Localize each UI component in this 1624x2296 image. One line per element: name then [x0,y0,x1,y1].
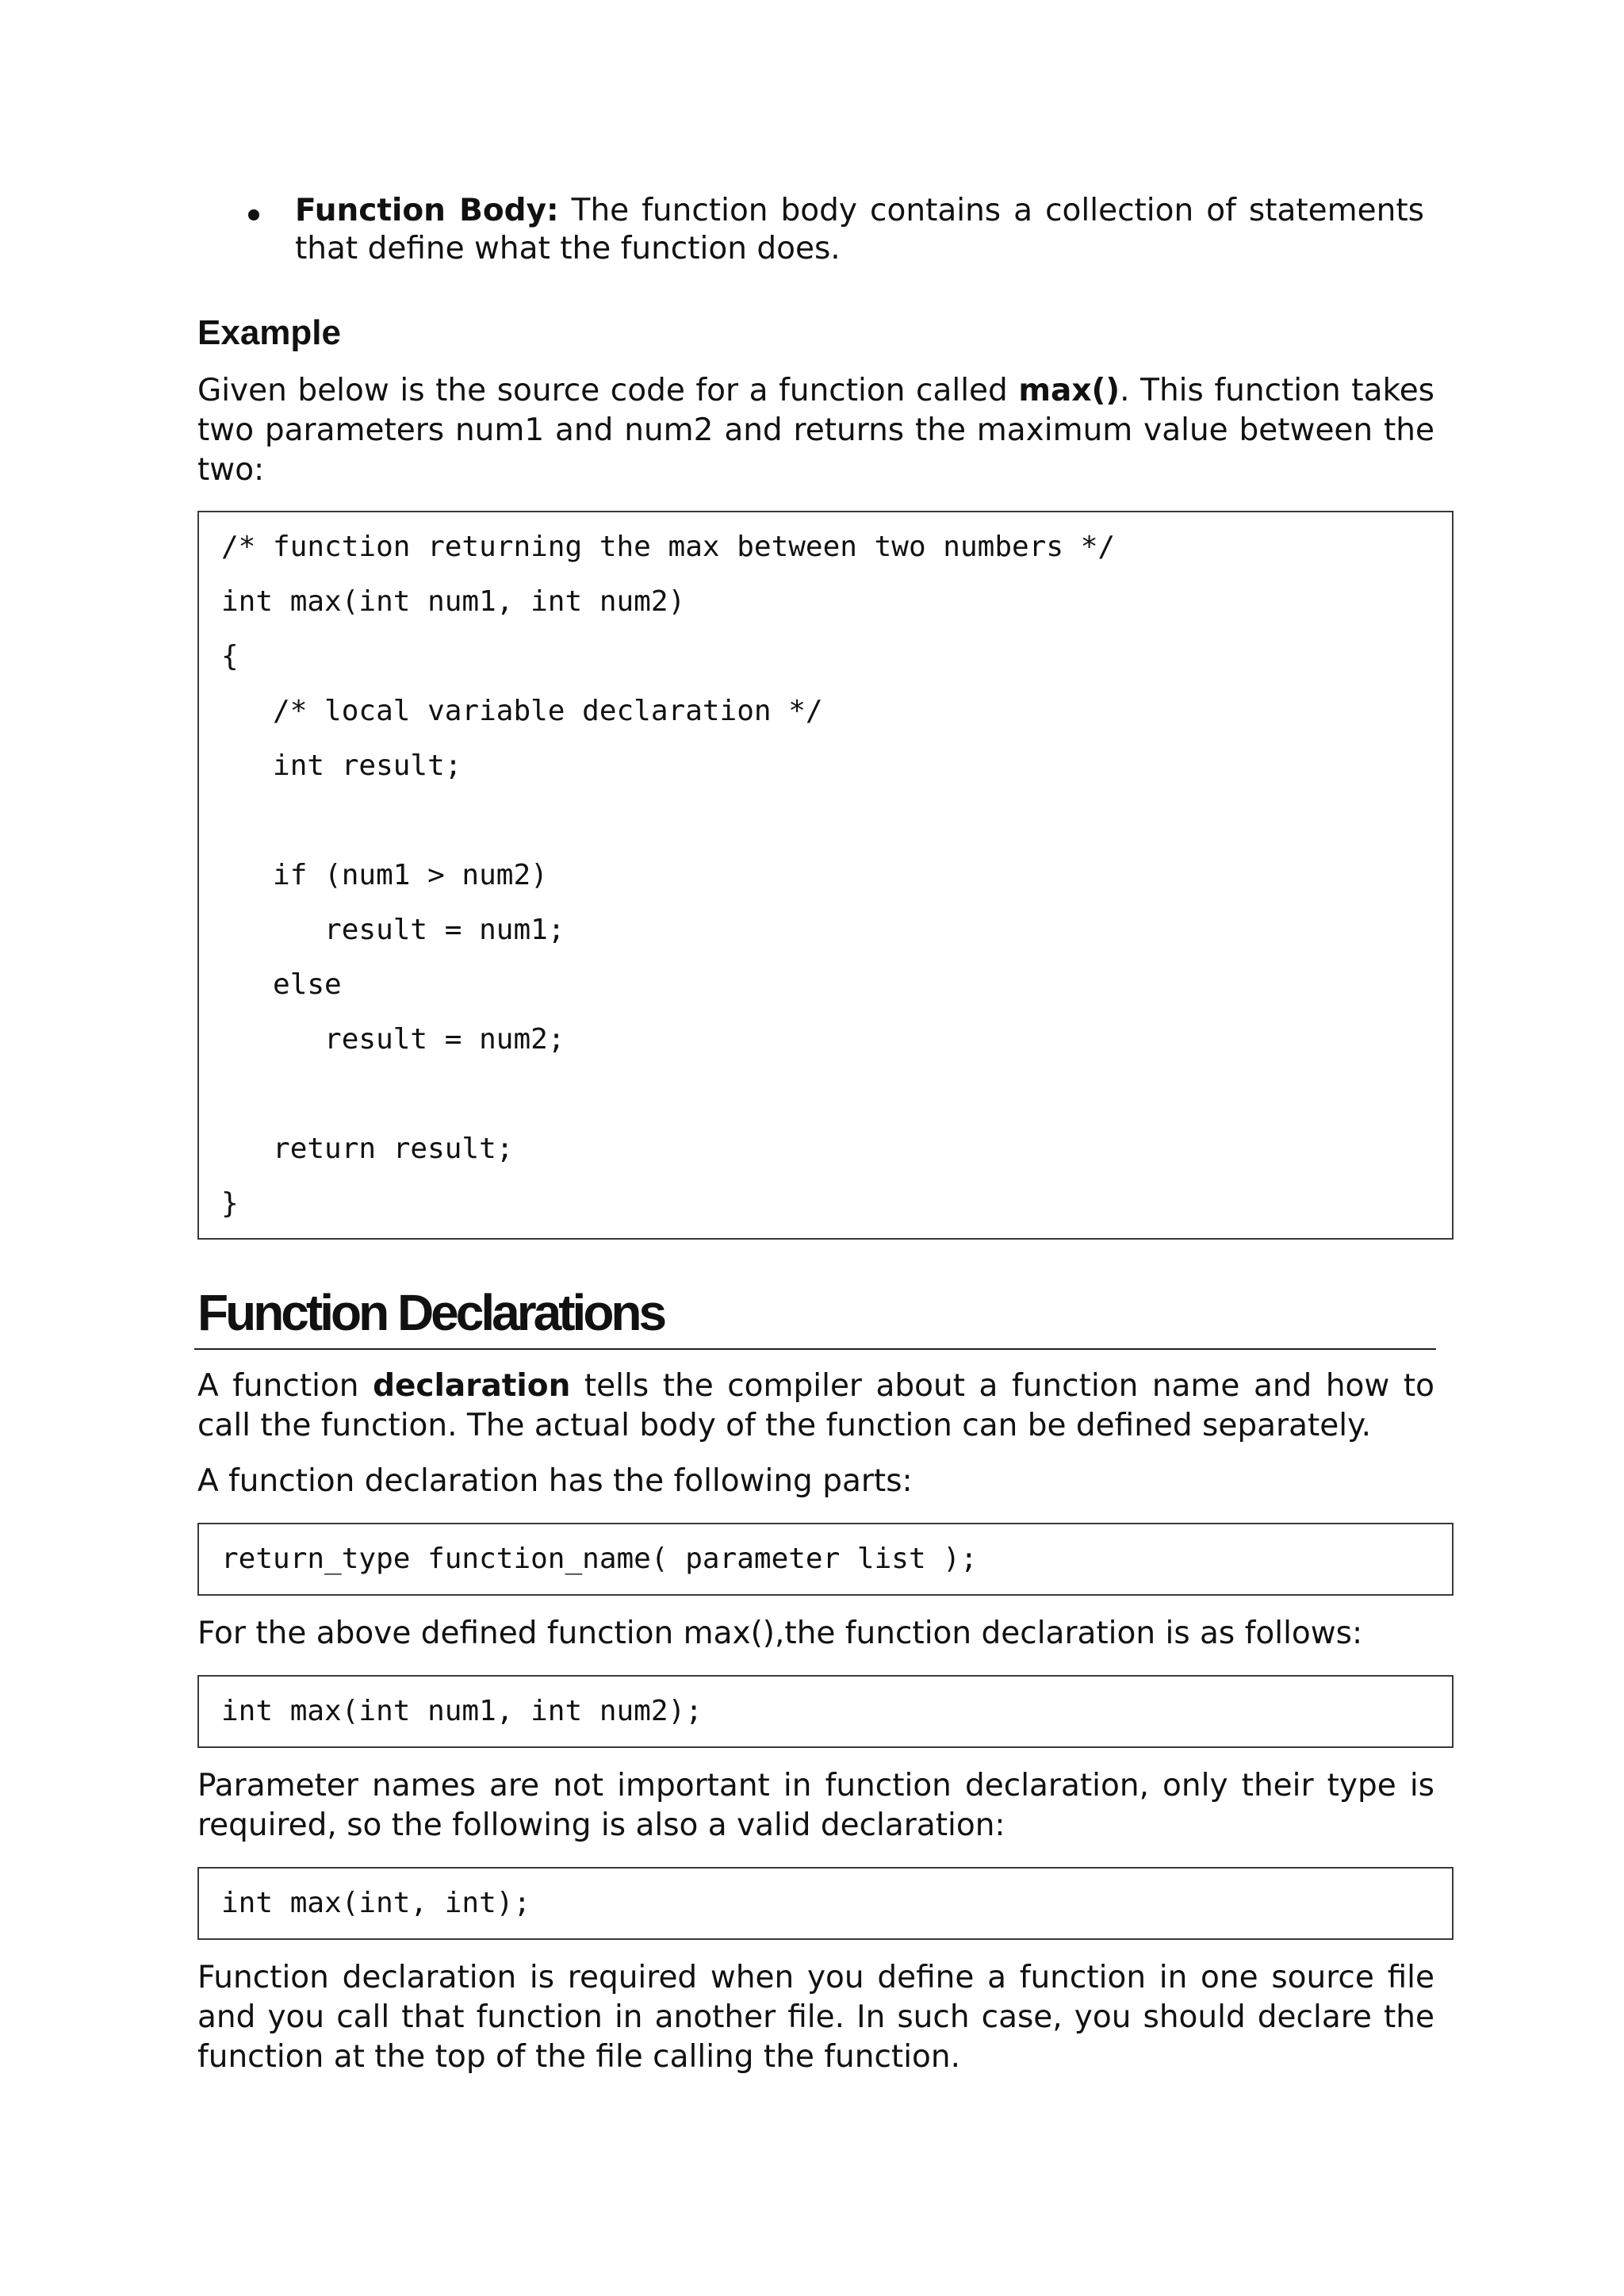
code-line: int max(int, int); [221,1887,531,1919]
example-intro-before: Given below is the source code for a function called [197,373,1019,408]
code-line: { [221,640,239,673]
function-declarations-heading: Function Declarations [197,1284,665,1341]
bullet-dot-icon [248,209,259,220]
example-intro-after: . This function takes two parameters num1 and num2 and returns the maximum value between the two: [197,373,1435,488]
type-only-declaration-code-block [197,1867,1454,1940]
code-line: result = num2; [221,1023,565,1056]
code-line: int result; [221,749,462,782]
example-heading: Example [197,313,341,352]
code-line: else [221,968,342,1001]
declaration-p1-after: tells the compiler about a function name and how to call the function. The actual body of the function can be defined separately. [197,1368,1434,1443]
function-body-label: Function Body: [295,193,559,228]
declaration-p1-before: A function [197,1368,373,1404]
code-line: int max(int num1, int num2) [221,585,686,618]
code-line: return_type function_name( parameter list ); [221,1543,978,1575]
code-line: int max(int num1, int num2); [221,1695,703,1727]
example-intro [197,371,1434,490]
heading-underline [194,1348,1436,1350]
function-body-text [295,192,1424,268]
declaration-paragraph-1 [197,1366,1434,1446]
declaration-p1-bold: declaration [373,1368,571,1404]
max-function-code-block [197,511,1454,1240]
code-line: result = num1; [221,914,565,946]
declaration-paragraph-5: Function declaration is required when you define a function in one source file and you call that function in another file. In such case, you should declare the function at the top of the file calling the function. [197,1960,1434,2075]
function-body-description: The function body contains a collection of statements that define what the function does. [295,193,1424,266]
code-line: /* function returning the max between two numbers */ [221,531,1116,563]
code-line: } [221,1187,239,1220]
declaration-paragraph-3: For the above defined function max(),the function declaration is as follows: [197,1616,1363,1651]
declaration-syntax-code-block [197,1523,1454,1596]
max-declaration-code-block [197,1675,1454,1748]
declaration-paragraph-2: A function declaration has the following parts: [197,1463,913,1499]
code-line: if (num1 > num2) [221,859,548,891]
code-line: return result; [221,1133,514,1165]
declaration-paragraph-4: Parameter names are not important in function declaration, only their type is required, so the following is also a valid declaration: [197,1768,1434,1843]
code-line: /* local variable declaration */ [221,695,823,727]
example-intro-bold: max() [1018,373,1120,408]
